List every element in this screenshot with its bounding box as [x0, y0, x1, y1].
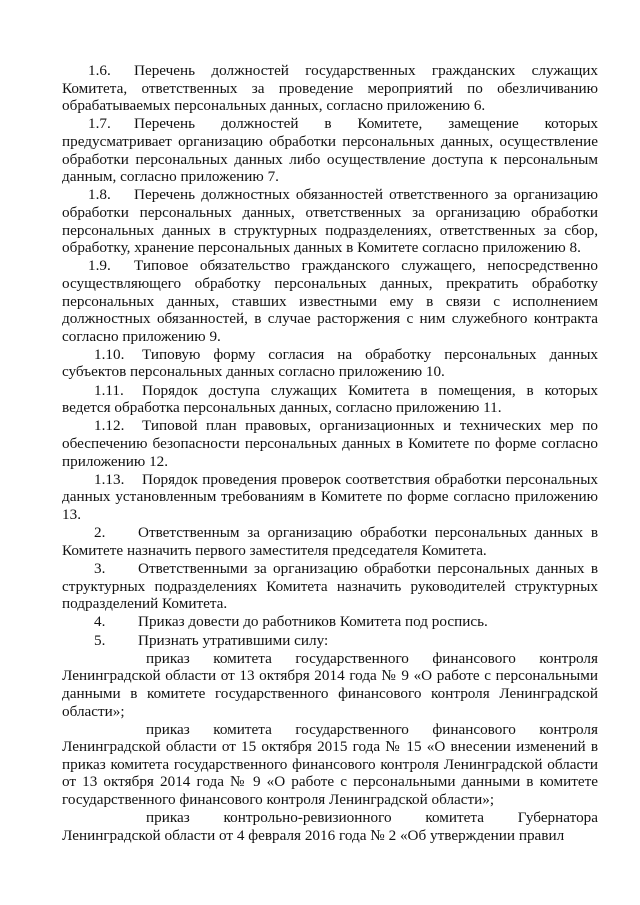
item-number: 2.: [94, 524, 106, 542]
item-number: 1.9.: [88, 257, 111, 275]
item-text: Ответственными за организацию обработки персональных данных в структурных подразделениях Комитета назначить руководителей структурных подразделений Комитета.: [62, 559, 598, 613]
item-number: 1.7.: [88, 115, 111, 133]
item-number: 1.8.: [88, 186, 111, 204]
item-number: 1.13.: [94, 470, 125, 488]
item-number: 4.: [94, 613, 106, 631]
item-number: 1.12.: [94, 417, 125, 435]
item-4: [62, 613, 598, 631]
item-number: 5.: [94, 631, 106, 649]
item-1-6: [62, 62, 598, 115]
item-text: Типовой план правовых, организационных и технических мер по обеспечению безопасности персональных данных в Комитете по форме согласно приложению 12.: [62, 417, 598, 470]
item-text: Признать утратившими силу:: [138, 631, 329, 649]
item-1-13: [62, 471, 598, 524]
item-number: 1.10.: [94, 345, 125, 363]
item-1-8: [62, 186, 598, 256]
item-1-12: [62, 417, 598, 470]
item-text: Типовую форму согласия на обработку персональных данных субъектов персональных данных согласно приложению 10.: [62, 345, 598, 381]
sub-item-1: приказ комитета государственного финансового контроля Ленинградской области от 13 октября 2014 года № 9 «О работе с персональными данными в комитете государственного финансового контроля Ленинградской области»;: [62, 649, 598, 720]
item-5: [62, 632, 598, 650]
item-text: Порядок доступа служащих Комитета в помещения, в которых ведется обработка персональных данных, согласно приложению 11.: [62, 381, 598, 417]
sub-item-2: приказ комитета государственного финансового контроля Ленинградской области от 15 октября 2015 года № 15 «О внесении изменений в приказ комитета государственного финансового контроля Ленинградской области от 13 октября 2014 года № 9 «О работе с персональными данными в комитете государственного финансового контроля Ленинградской области»;: [62, 720, 598, 809]
item-2: [62, 524, 598, 559]
sub-item-3: приказ контрольно-ревизионного комитета Губернатора Ленинградской области от 4 февраля 2016 года № 2 «Об утверждении правил: [62, 809, 598, 844]
document-page: [62, 62, 598, 845]
item-1-7: [62, 115, 598, 185]
item-1-11: [62, 382, 598, 417]
item-number: 3.: [94, 559, 106, 577]
item-3: [62, 560, 598, 613]
item-1-9: [62, 257, 598, 345]
item-text: Перечень должностных обязанностей ответственного за организацию обработки персональных данных, ответственных за организацию обработки персональных данных в структурных подразделениях, ответственных за сбор, обработку, хранение персональных данных в Комитете согласно приложению 8.: [62, 186, 598, 257]
item-text: Перечень должностей государственных гражданских служащих Комитета, ответственных за проведение мероприятий по обезличиванию обрабатываемых персональных данных, согласно приложению 6.: [62, 62, 598, 115]
item-number: 1.11.: [94, 381, 124, 399]
item-text: Ответственным за организацию обработки персональных данных в Комитете назначить первого заместителя председателя Комитета.: [62, 524, 598, 559]
item-1-10: [62, 346, 598, 381]
item-number: 1.6.: [88, 62, 111, 79]
item-text: Приказ довести до работников Комитета под роспись.: [138, 613, 488, 631]
item-text: Перечень должностей в Комитете, замещение которых предусматривает организацию обработки персональных данных, осуществление обработки персональных данных либо осуществление доступа к персональным данным, согласно приложению 7.: [62, 115, 598, 186]
item-text: Типовое обязательство гражданского служащего, непосредственно осуществляющего обработку персональных данных, прекратить обработку персональных данных, ставших известными ему в связи с исполнением должностных обязанностей, в случае расторжения с ним служебного контракта согласно приложению 9.: [62, 257, 598, 345]
item-text: Порядок проведения проверок соответствия обработки персональных данных установленным требованиям в Комитете по форме согласно приложению 13.: [62, 470, 598, 523]
